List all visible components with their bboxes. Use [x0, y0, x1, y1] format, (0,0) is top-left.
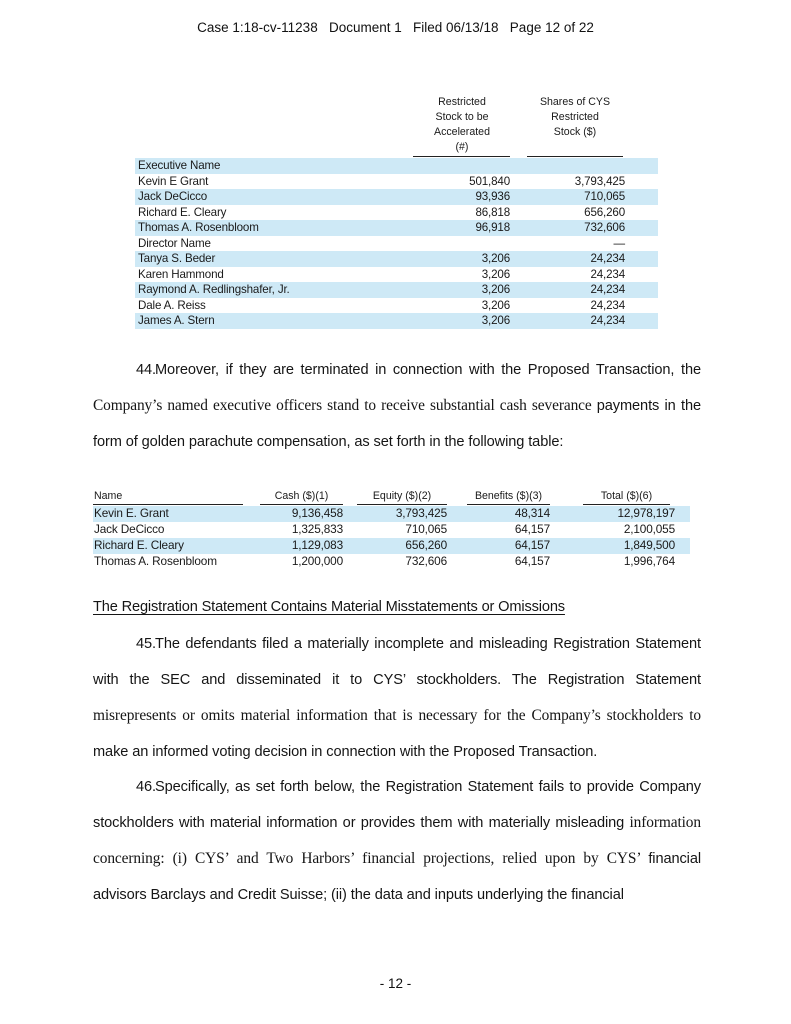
paragraph-text: Company’s named executive officers stand to receive substantial cash severance	[93, 397, 597, 414]
paragraph-number: 46.	[136, 779, 156, 795]
table-row: Kevin E. Grant 9,136,458 3,793,425 48,314 12,978,197	[93, 506, 690, 522]
case-caption: Case 1:18-cv-11238 Document 1 Filed 06/13/18 Page 12 of 22	[197, 20, 594, 35]
column-header-cash: Cash ($)(1)	[260, 489, 343, 505]
header-rule	[527, 156, 623, 157]
page-number: - 12 -	[379, 976, 412, 991]
parachute-table-header	[93, 489, 690, 506]
column-header-restricted-stock: Restricted Stock to be Accelerated (#)	[434, 96, 490, 153]
table-row	[135, 236, 658, 252]
column-header-name: Name	[93, 489, 243, 505]
paragraph-text: The defendants filed a materially incomplete and misleading Registration Statement with the SEC and disseminated it to CYS’ stockholders. The Registration Statement	[93, 636, 701, 688]
table-row: Karen Hammond 3,206 24,234	[138, 267, 625, 281]
paragraph-number: 45.	[136, 636, 156, 652]
table-row	[135, 158, 658, 174]
table-row: Thomas A. Rosenbloom 1,200,000 732,606 64,157 1,996,764	[94, 554, 675, 568]
table-row: Kevin E Grant 501,840 3,793,425	[138, 174, 625, 188]
acceleration-table-header	[135, 95, 658, 158]
paragraph-44	[93, 352, 701, 460]
table-row: Thomas A. Rosenbloom 96,918 732,606	[135, 220, 658, 236]
table-row: James A. Stern 3,206 24,234	[135, 313, 658, 329]
paragraph-46	[93, 769, 701, 913]
table-row: Jack DeCicco 93,936 710,065	[135, 189, 658, 205]
parachute-table	[93, 489, 690, 570]
paragraph-text: information concerning: (i) CYS’ and Two Harbors’ financial projections, relied upon by CYS’	[93, 814, 701, 867]
table-row: Richard E. Cleary 1,129,083 656,260 64,157 1,849,500	[93, 538, 690, 554]
table-row: Jack DeCicco 1,325,833 710,065 64,157 2,100,055	[94, 522, 675, 536]
table-row: Raymond A. Redlingshafer, Jr. 3,206 24,234	[135, 282, 658, 298]
paragraph-text: make an informed voting decision in connection with the Proposed Transaction.	[93, 744, 598, 760]
section-label: Executive Name	[138, 159, 221, 172]
paragraph-45	[93, 626, 701, 770]
header-rule	[413, 156, 510, 157]
em-dash: —	[613, 236, 625, 250]
section-heading: The Registration Statement Contains Material Misstatements or Omissions	[93, 599, 565, 615]
paragraph-text: payments in the form of golden parachute compensation, as set forth in the following table:	[93, 398, 701, 450]
paragraph-text: Specifically, as set forth below, the Registration Statement fails to provide Company stockholders with material information or provides them with materially misleading	[93, 779, 701, 831]
section-label: Director Name	[138, 236, 211, 250]
paragraph-number: 44.	[136, 362, 156, 378]
column-header-shares-of-cys: Shares of CYS Restricted Stock ($)	[539, 96, 611, 138]
column-header-total: Total ($)(6)	[583, 489, 670, 505]
paragraph-text: financial advisors Barclays and Credit Suisse; (ii) the data and inputs underlying the financial	[93, 851, 701, 903]
acceleration-table	[135, 95, 658, 329]
column-header-equity: Equity ($)(2)	[357, 489, 447, 505]
table-row: Dale A. Reiss 3,206 24,234	[138, 298, 625, 312]
paragraph-text: misrepresents or omits material information that is necessary for the Company’s stockholders to	[93, 707, 701, 724]
paragraph-text: Moreover, if they are terminated in connection with the Proposed Transaction, the	[155, 362, 701, 378]
column-header-benefits: Benefits ($)(3)	[467, 489, 550, 505]
table-row: Tanya S. Beder 3,206 24,234	[135, 251, 658, 267]
table-row: Richard E. Cleary 86,818 656,260	[138, 205, 625, 219]
